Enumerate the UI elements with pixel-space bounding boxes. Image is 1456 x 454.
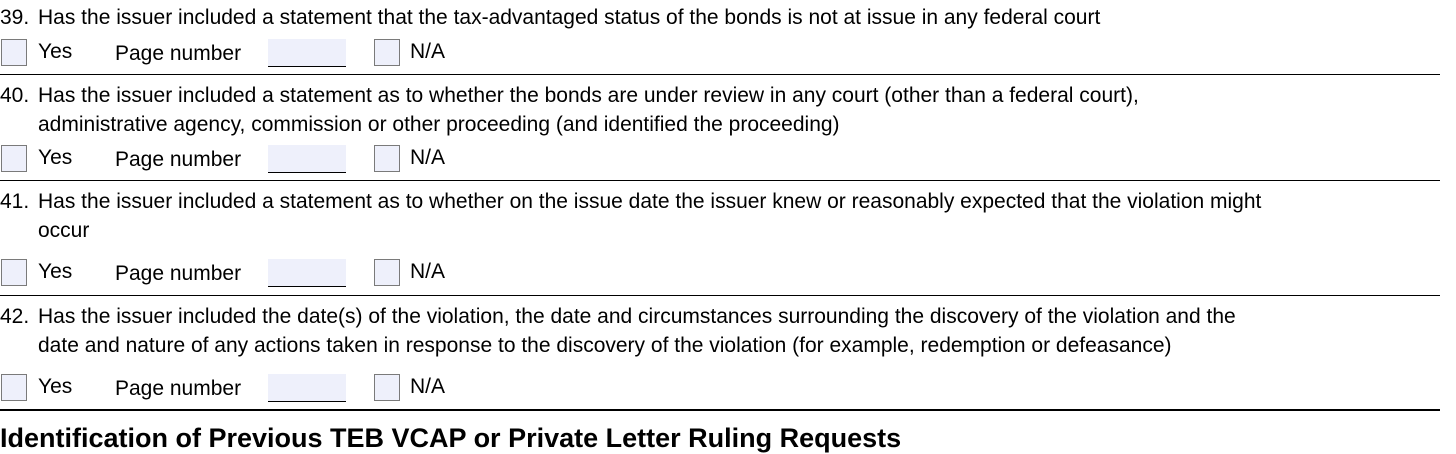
yes-checkbox-39[interactable] [1, 39, 27, 66]
question-line: date and nature of any actions taken in response to the discovery of the violation (for example, redemption or defeasance) [38, 334, 1172, 357]
question-39-text [0, 3, 1100, 32]
yes-label: Yes [38, 375, 73, 398]
answer-row-39 [0, 38, 800, 72]
na-label: N/A [410, 40, 446, 63]
na-label: N/A [410, 375, 446, 398]
yes-checkbox-41[interactable] [1, 259, 27, 286]
page-number-label: Page number [115, 377, 242, 400]
question-42-text [0, 302, 1236, 360]
na-checkbox-42[interactable] [374, 374, 400, 401]
answer-row-42 [0, 373, 800, 407]
question-number: 41. [0, 190, 30, 213]
yes-label: Yes [38, 146, 73, 169]
yes-label: Yes [38, 40, 73, 63]
page-number-label: Page number [115, 42, 242, 65]
section-title: Identification of Previous TEB VCAP or Private Letter Ruling Requests [0, 423, 902, 453]
section-divider [0, 409, 1440, 411]
yes-checkbox-42[interactable] [1, 374, 27, 401]
divider [0, 74, 1440, 75]
yes-checkbox-40[interactable] [1, 145, 27, 172]
question-40-text [0, 81, 1139, 139]
na-checkbox-39[interactable] [374, 39, 400, 66]
yes-label: Yes [38, 260, 73, 283]
page-number-field-39[interactable] [268, 39, 346, 67]
question-line: occur [38, 219, 90, 242]
question-number: 42. [0, 305, 30, 328]
na-checkbox-40[interactable] [374, 145, 400, 172]
answer-row-41 [0, 258, 800, 292]
na-label: N/A [410, 260, 446, 283]
page-number-field-40[interactable] [268, 145, 346, 173]
question-line: administrative agency, commission or other proceeding (and identified the proceeding) [38, 113, 840, 136]
na-label: N/A [410, 146, 446, 169]
question-line: Has the issuer included a statement as to whether the bonds are under review in any court (other than a federal court), [38, 84, 1139, 107]
divider [0, 180, 1440, 181]
page-number-field-41[interactable] [268, 259, 346, 287]
question-line: Has the issuer included a statement that the tax-advantaged status of the bonds is not at issue in any federal court [38, 6, 1101, 29]
question-number: 40. [0, 84, 30, 107]
divider [0, 295, 1440, 296]
page-number-field-42[interactable] [268, 374, 346, 402]
question-number: 39. [0, 6, 30, 29]
page-number-label: Page number [115, 262, 242, 285]
na-checkbox-41[interactable] [374, 259, 400, 286]
page-number-label: Page number [115, 148, 242, 171]
question-line: Has the issuer included the date(s) of the violation, the date and circumstances surrounding the discovery of the violation and the [38, 305, 1236, 328]
question-line: Has the issuer included a statement as to whether on the issue date the issuer knew or reasonably expected that the violation might [38, 190, 1262, 213]
question-41-text [0, 187, 1261, 245]
answer-row-40 [0, 144, 800, 178]
